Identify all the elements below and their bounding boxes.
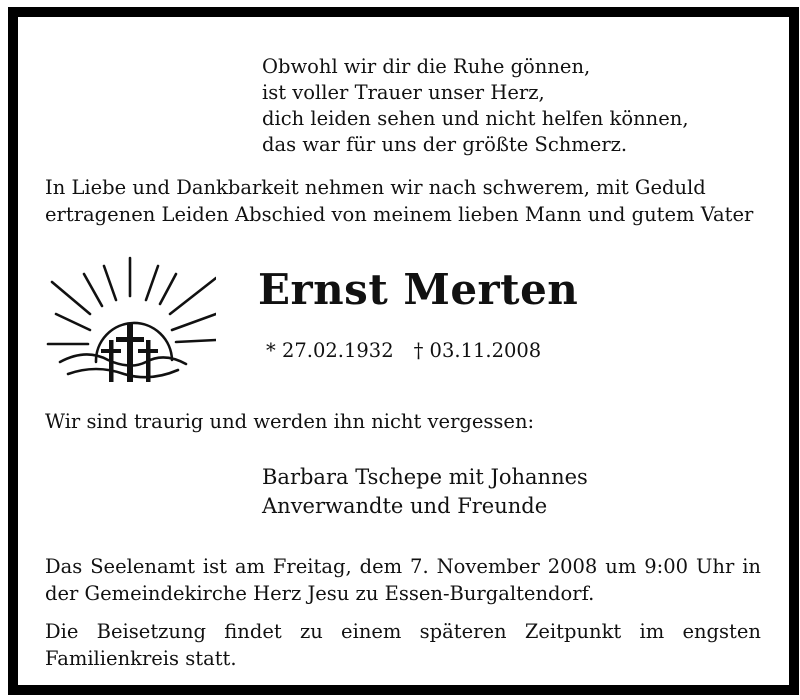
poem-line: das war für uns der größte Schmerz. bbox=[262, 133, 628, 156]
mass-line: der Gemeindekirche Herz Jesu zu Essen-Burgaltendorf. bbox=[45, 582, 595, 605]
burial-notice bbox=[45, 618, 761, 672]
intro-line: ertragenen Leiden Abschied von meinem lieben Mann und gutem Vater bbox=[45, 203, 754, 226]
life-dates bbox=[266, 339, 541, 362]
poem bbox=[262, 54, 689, 158]
sunrise-three-crosses-icon bbox=[46, 252, 216, 384]
burial-line: Die Beisetzung findet zu einem späteren Zeitpunkt im engsten bbox=[45, 620, 761, 643]
poem-line: dich leiden sehen und nicht helfen können, bbox=[262, 107, 689, 130]
mourner-line: Anverwandte und Freunde bbox=[262, 494, 548, 518]
intro-text bbox=[45, 174, 765, 228]
poem-line: Obwohl wir dir die Ruhe gönnen, bbox=[262, 55, 591, 78]
death-date: † 03.11.2008 bbox=[413, 339, 542, 362]
birth-date: * 27.02.1932 bbox=[266, 339, 394, 362]
poem-line: ist voller Trauer unser Herz, bbox=[262, 81, 545, 104]
requiem-mass-notice bbox=[45, 553, 761, 607]
obituary-frame bbox=[8, 7, 799, 695]
mass-line: Das Seelenamt ist am Freitag, dem 7. November 2008 um 9:00 Uhr in bbox=[45, 555, 761, 578]
intro-line: In Liebe und Dankbarkeit nehmen wir nach schwerem, mit Geduld bbox=[45, 176, 706, 199]
mourner-line: Barbara Tschepe mit Johannes bbox=[262, 465, 588, 489]
mourning-line: Wir sind traurig und werden ihn nicht vergessen: bbox=[45, 410, 535, 433]
deceased-name: Ernst Merten bbox=[258, 265, 579, 314]
burial-line: Familienkreis statt. bbox=[45, 647, 237, 670]
mourners bbox=[262, 463, 588, 521]
